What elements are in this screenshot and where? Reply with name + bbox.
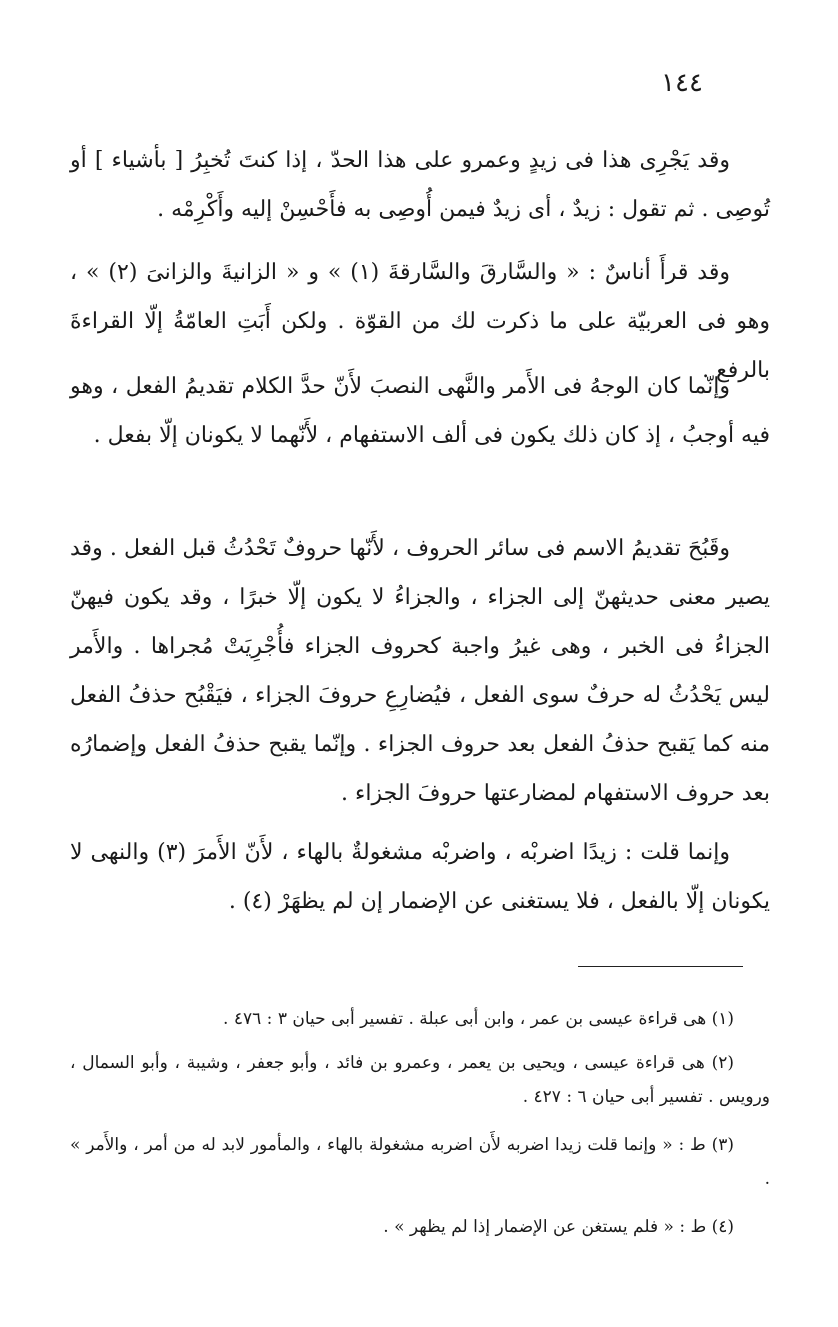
footnote-separator [578,966,743,967]
footnote-2: (٢) هى قراءة عيسى ، ويحيى بن يعمر ، وعمرو بن فائد ، وأبو جعفر ، وشيبة ، وأبو السمال ، ورويس . تفسير أبى حيان ٦ : ٤٢٧ . [70,1053,770,1107]
footnote-1: (١) هى قراءة عيسى بن عمر ، وابن أبى عبلة . تفسير أبى حيان ٣ : ٤٧٦ . [223,1009,734,1029]
footnote-3: (٣) ط : « وإنما قلت زيدا اضربه لأَن اضربه مشغولة بالهاء ، والمأمور لابد له من أمر ، والأَمر » . [70,1135,770,1189]
paragraph-4: وقَبُحَ تقديمُ الاسم فى سائر الحروف ، لأَنّها حروفٌ تَحْدُثُ قبل الفعل . وقد يصير معنى حديثهنّ إلى الجزاء ، والجزاءُ لا يكون إلّا خبرًا ، وقد يكون فيهنّ الجزاءُ فى الخبر ، وهى غيرُ واجبة كحروف الجزاء فأُجْرِيَتْ مُجراها . والأَمر ليس يَحْدُثُ له حرفٌ سوى الفعل ، فيُضارِعِ حروفَ الجزاء ، فيَقْبُح حذفُ الفعل منه كما يَقبح حذفُ الفعل بعد حروف الجزاء . وإنّما يقبح حذفُ الفعل وإضمارُه بعد حروف الاستفهام لمضارعتها حروفَ الجزاء . [70,536,770,806]
paragraph-1: وقد يَجْرِى هذا فى زيدٍ وعمرو على هذا الحدّ ، إذا كنتَ تُخبِرُ [ بأشياء ] أو تُوصِى . ثم تقول : زيدٌ ، أى زيدٌ فيمن أُوصِى به فأَحْسِنْ إليه وأَكْرِمْه . [70,148,770,222]
paragraph-3: وإنّما كان الوجهُ فى الأَمر والنَّهى النصبَ لأَنّ حدَّ الكلام تقديمُ الفعل ، وهو فيه أوجبُ ، إذ كان ذلك يكون فى ألف الاستفهام ، لأَنّهما لا يكونان إلّا بفعل . [70,374,770,448]
page-number: ١٤٤ [661,68,703,98]
paragraph-2: وقد قرأَ أناسٌ : « والسَّارقَ والسَّارقةَ (١) » و « الزانيةَ والزانىَ (٢) » ، وهو فى العربيّة على ما ذكرت لك من القوّة . ولكن أَبَتِ العامّةُ إلّا القراءةَ بالرفع . [70,260,770,383]
paragraph-5: وإنما قلت : زيدًا اضربْه ، واضربْه مشغولةٌ بالهاء ، لأَنّ الأَمرَ (٣) والنهى لا يكونان إلّا بالفعل ، فلا يستغنى عن الإضمار إن لم يظهَرْ (٤) . [70,840,770,914]
footnote-4: (٤) ط : « فلم يستغن عن الإضمار إذا لم يظهر » . [383,1217,734,1237]
